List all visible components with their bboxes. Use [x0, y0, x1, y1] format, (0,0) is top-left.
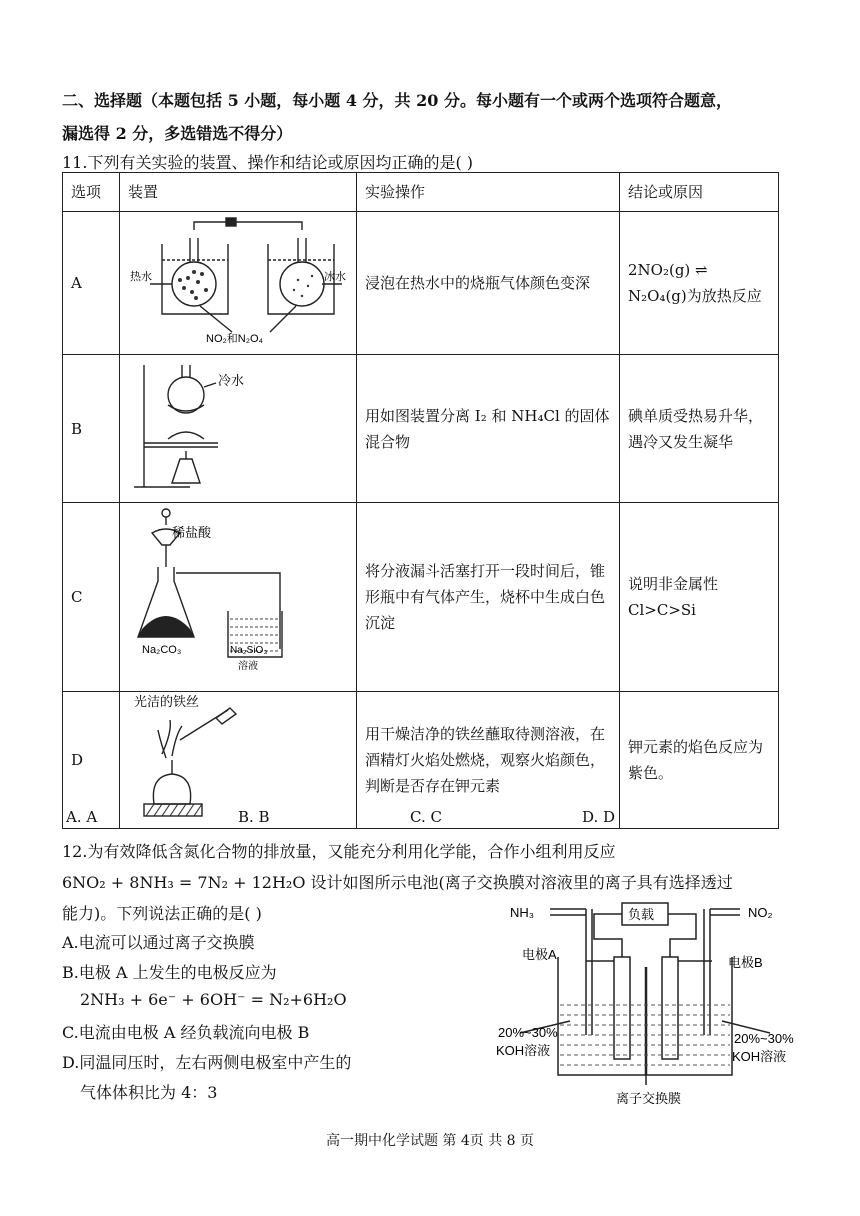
- choice-a[interactable]: A. A: [66, 808, 98, 826]
- hot-water-label: 热水: [130, 271, 152, 283]
- equilibrium-flasks-figure: [120, 212, 356, 346]
- section-title-line2: 漏选得 2 分，多选错选不得分）: [62, 124, 293, 143]
- row-a-conclusion: 2NO₂(g) ⇌ N₂O₄(g)为放热反应: [620, 212, 779, 355]
- q12-option-b-equation: 2NH₃ + 6e⁻ + 6OH⁻ = N₂+6H₂O: [80, 990, 347, 1009]
- row-d-option: D: [63, 692, 120, 829]
- koh-left-line1: 20%~30%: [498, 1025, 558, 1040]
- row-d-operation: 用干燥洁净的铁丝蘸取待测溶液，在酒精灯火焰处燃烧，观察火焰颜色，判断是否存在钾元素: [357, 692, 620, 829]
- row-a-option: A: [63, 212, 120, 355]
- koh-right-line2: KOH溶液: [732, 1049, 787, 1064]
- row-c-operation: 将分液漏斗活塞打开一段时间后，锥形瓶中有气体产生，烧杯中生成白色沉淀: [357, 503, 620, 692]
- ice-water-label: 冰水: [324, 271, 346, 283]
- q11-table: [62, 172, 779, 829]
- nh3-label: NH₃: [510, 905, 535, 920]
- q12-option-c[interactable]: C.电流由电极 A 经负载流向电极 B: [62, 1023, 310, 1042]
- q12-stem-line2: 6NO₂ + 8NH₃ = 7N₂ + 12H₂O 设计如图所示电池(离子交换膜对溶液里的离子具有选择透过: [62, 873, 733, 892]
- cold-water-label: 冷水: [218, 373, 245, 388]
- row-d-conclusion: 钾元素的焰色反应为紫色。: [620, 692, 779, 829]
- row-b-conclusion: 碘单质受热易升华，遇冷又发生凝华: [620, 355, 779, 503]
- hcl-label: 稀盐酸: [172, 525, 212, 540]
- row-c-option: C: [63, 503, 120, 692]
- row-b-apparatus: [120, 355, 357, 503]
- choice-d[interactable]: D. D: [582, 808, 616, 826]
- na2co3-label: Na₂CO₃: [142, 644, 182, 656]
- header-apparatus: 装置: [120, 173, 357, 212]
- q12-option-b[interactable]: B.电极 A 上发生的电极反应为: [62, 963, 277, 982]
- page-footer: 高一期中化学试题 第 4页 共 8 页: [325, 1133, 535, 1149]
- no2-label: NO₂: [748, 905, 773, 920]
- choice-c[interactable]: C. C: [410, 808, 442, 826]
- koh-left-line2: KOH溶液: [496, 1043, 551, 1058]
- solution-label: 溶液: [238, 661, 258, 672]
- header-operation: 实验操作: [357, 173, 620, 212]
- header-conclusion: 结论或原因: [620, 173, 779, 212]
- q11-stem: 11.下列有关实验的装置、操作和结论或原因均正确的是( ): [62, 153, 474, 172]
- q12-stem-line3: 能力)。下列说法正确的是( ): [62, 904, 262, 923]
- na2sio3-label: Na₂SiO₃: [230, 645, 268, 656]
- gas-label: NO₂和N₂O₄: [206, 333, 264, 345]
- battery-diagram: [490, 895, 820, 1110]
- flame-test-figure: [120, 692, 356, 820]
- row-a-operation: 浸泡在热水中的烧瓶气体颜色变深: [357, 212, 620, 355]
- koh-right-line1: 20%~30%: [734, 1031, 794, 1046]
- electrode-b-label: 电极B: [728, 955, 763, 970]
- header-option: 选项: [63, 173, 120, 212]
- electrode-a-label: 电极A: [522, 947, 557, 962]
- acid-strength-figure: [120, 503, 356, 683]
- iron-wire-label: 光洁的铁丝: [134, 694, 200, 709]
- row-b-option: B: [63, 355, 120, 503]
- membrane-label: 离子交换膜: [616, 1091, 682, 1106]
- q12-option-d[interactable]: D.同温同压时，左右两侧电极室中产生的: [62, 1053, 352, 1072]
- row-c-conclusion: 说明非金属性 Cl>C>Si: [620, 503, 779, 692]
- row-c-apparatus: [120, 503, 357, 692]
- load-label: 负载: [628, 907, 655, 922]
- q12-option-a[interactable]: A.电流可以通过离子交换膜: [62, 933, 255, 952]
- q12-option-d-cont: 气体体积比为 4：3: [80, 1083, 218, 1102]
- row-b-operation: 用如图装置分离 I₂ 和 NH₄Cl 的固体混合物: [357, 355, 620, 503]
- row-a-apparatus: [120, 212, 357, 355]
- q12-stem-line1: 12.为有效降低含氮化合物的排放量，又能充分利用化学能，合作小组利用反应: [62, 842, 616, 861]
- sublimation-figure: [120, 355, 356, 494]
- section-title-line1: 二、选择题（本题包括 5 小题，每小题 4 分，共 20 分。每小题有一个或两个选项符合题意，: [62, 91, 732, 110]
- choice-b[interactable]: B. B: [238, 808, 270, 826]
